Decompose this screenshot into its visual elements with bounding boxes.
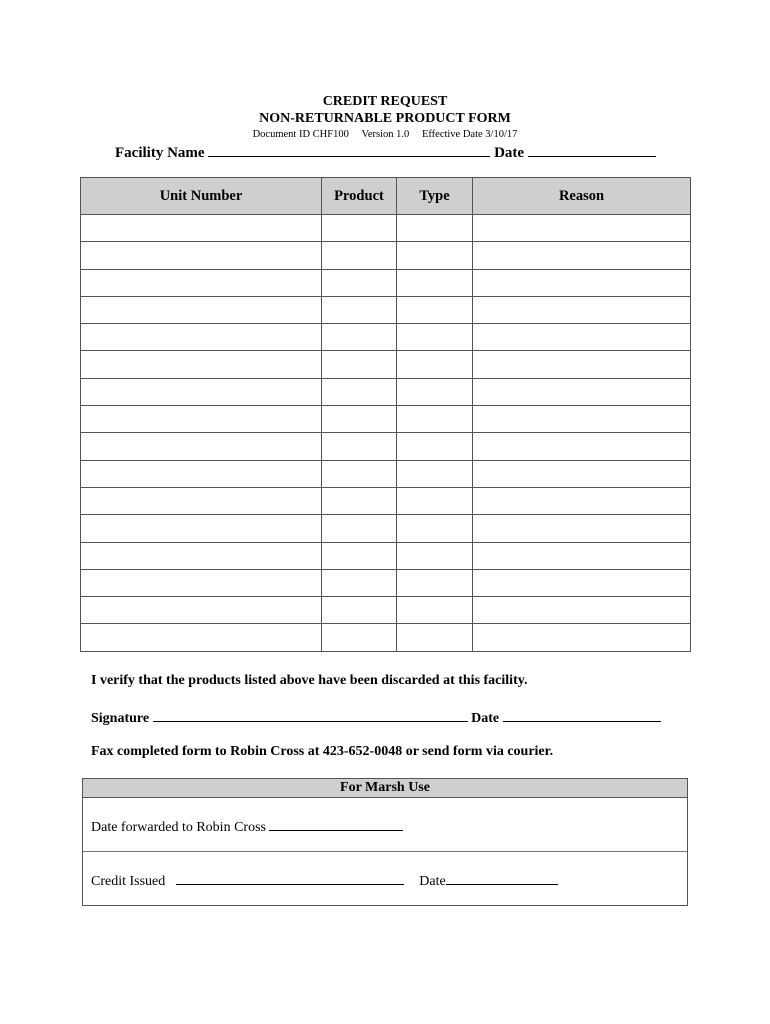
cell-reason[interactable]	[473, 487, 691, 514]
table-row	[81, 487, 691, 514]
cell-type[interactable]	[397, 324, 473, 351]
cell-type[interactable]	[397, 242, 473, 269]
facility-name-label: Facility Name	[115, 145, 205, 161]
col-unit-number: Unit Number	[81, 178, 322, 215]
cell-product[interactable]	[322, 542, 397, 569]
credit-issued-row	[83, 852, 687, 905]
cell-unit-number[interactable]	[81, 597, 322, 624]
signature-field[interactable]	[153, 707, 468, 722]
cell-product[interactable]	[322, 624, 397, 651]
cell-product[interactable]	[322, 515, 397, 542]
cell-product[interactable]	[322, 215, 397, 242]
credit-issued-label: Credit Issued	[91, 874, 166, 889]
signature-label: Signature	[91, 711, 150, 726]
cell-type[interactable]	[397, 597, 473, 624]
cell-product[interactable]	[322, 460, 397, 487]
cell-type[interactable]	[397, 406, 473, 433]
cell-product[interactable]	[322, 378, 397, 405]
table-row	[81, 215, 691, 242]
cell-reason[interactable]	[473, 296, 691, 323]
cell-type[interactable]	[397, 487, 473, 514]
signature-date-label: Date	[471, 711, 500, 726]
table-row	[81, 351, 691, 378]
table-row	[81, 324, 691, 351]
cell-type[interactable]	[397, 569, 473, 596]
cell-product[interactable]	[322, 487, 397, 514]
marsh-use-heading: For Marsh Use	[83, 779, 687, 798]
signature-line	[91, 707, 661, 727]
cell-unit-number[interactable]	[81, 624, 322, 651]
cell-type[interactable]	[397, 515, 473, 542]
table-row	[81, 569, 691, 596]
cell-product[interactable]	[322, 433, 397, 460]
document-id: Document ID CHF100	[252, 129, 349, 140]
cell-reason[interactable]	[473, 215, 691, 242]
cell-product[interactable]	[322, 296, 397, 323]
date-forwarded-label: Date forwarded to Robin Cross	[91, 820, 266, 835]
cell-reason[interactable]	[473, 351, 691, 378]
cell-product[interactable]	[322, 569, 397, 596]
cell-product[interactable]	[322, 406, 397, 433]
cell-type[interactable]	[397, 378, 473, 405]
unit-table	[80, 177, 691, 652]
cell-reason[interactable]	[473, 242, 691, 269]
date-forwarded-row	[83, 798, 687, 852]
table-row	[81, 378, 691, 405]
cell-unit-number[interactable]	[81, 324, 322, 351]
cell-unit-number[interactable]	[81, 515, 322, 542]
cell-unit-number[interactable]	[81, 351, 322, 378]
cell-unit-number[interactable]	[81, 406, 322, 433]
cell-unit-number[interactable]	[81, 460, 322, 487]
document-version: Version 1.0	[361, 129, 410, 140]
document-info-line	[0, 129, 770, 140]
cell-reason[interactable]	[473, 542, 691, 569]
cell-type[interactable]	[397, 460, 473, 487]
cell-reason[interactable]	[473, 515, 691, 542]
cell-product[interactable]	[322, 242, 397, 269]
marsh-use-box	[82, 778, 688, 906]
cell-unit-number[interactable]	[81, 242, 322, 269]
cell-type[interactable]	[397, 624, 473, 651]
date-forwarded-field[interactable]	[269, 818, 403, 831]
cell-unit-number[interactable]	[81, 569, 322, 596]
cell-product[interactable]	[322, 351, 397, 378]
cell-unit-number[interactable]	[81, 296, 322, 323]
table-row	[81, 406, 691, 433]
signature-date-field[interactable]	[503, 707, 661, 722]
cell-type[interactable]	[397, 215, 473, 242]
table-row	[81, 624, 691, 651]
cell-unit-number[interactable]	[81, 542, 322, 569]
col-type: Type	[397, 178, 473, 215]
fax-instruction: Fax completed form to Robin Cross at 423-652-0048 or send form via courier.	[91, 744, 554, 759]
facility-date-field[interactable]	[528, 142, 656, 157]
cell-reason[interactable]	[473, 624, 691, 651]
cell-reason[interactable]	[473, 378, 691, 405]
cell-type[interactable]	[397, 269, 473, 296]
table-row	[81, 515, 691, 542]
table-row	[81, 433, 691, 460]
cell-product[interactable]	[322, 597, 397, 624]
table-row	[81, 542, 691, 569]
table-header-row	[81, 178, 691, 215]
cell-type[interactable]	[397, 433, 473, 460]
form-title-line1: CREDIT REQUEST	[322, 94, 448, 109]
facility-date-label: Date	[494, 145, 525, 161]
table-row	[81, 296, 691, 323]
facility-line	[115, 142, 656, 162]
form-title-line2: NON-RETURNABLE PRODUCT FORM	[259, 111, 511, 126]
cell-unit-number[interactable]	[81, 487, 322, 514]
cell-reason[interactable]	[473, 569, 691, 596]
cell-reason[interactable]	[473, 269, 691, 296]
table-row	[81, 269, 691, 296]
cell-reason[interactable]	[473, 433, 691, 460]
credit-issued-field[interactable]	[176, 872, 404, 885]
cell-reason[interactable]	[473, 406, 691, 433]
facility-name-field[interactable]	[208, 142, 490, 157]
cell-product[interactable]	[322, 269, 397, 296]
table-body	[81, 215, 691, 652]
col-reason: Reason	[473, 178, 691, 215]
cell-unit-number[interactable]	[81, 215, 322, 242]
cell-type[interactable]	[397, 351, 473, 378]
credit-date-label: Date	[419, 874, 446, 889]
cell-reason[interactable]	[473, 324, 691, 351]
cell-unit-number[interactable]	[81, 433, 322, 460]
cell-reason[interactable]	[473, 597, 691, 624]
cell-type[interactable]	[397, 296, 473, 323]
cell-unit-number[interactable]	[81, 269, 322, 296]
table-row	[81, 460, 691, 487]
table-row	[81, 597, 691, 624]
cell-product[interactable]	[322, 324, 397, 351]
cell-unit-number[interactable]	[81, 378, 322, 405]
verification-statement: I verify that the products listed above have been discarded at this facility.	[91, 673, 528, 688]
credit-date-field[interactable]	[446, 872, 558, 885]
cell-reason[interactable]	[473, 460, 691, 487]
col-product: Product	[322, 178, 397, 215]
table-row	[81, 242, 691, 269]
effective-date: Effective Date 3/10/17	[421, 129, 518, 140]
cell-type[interactable]	[397, 542, 473, 569]
